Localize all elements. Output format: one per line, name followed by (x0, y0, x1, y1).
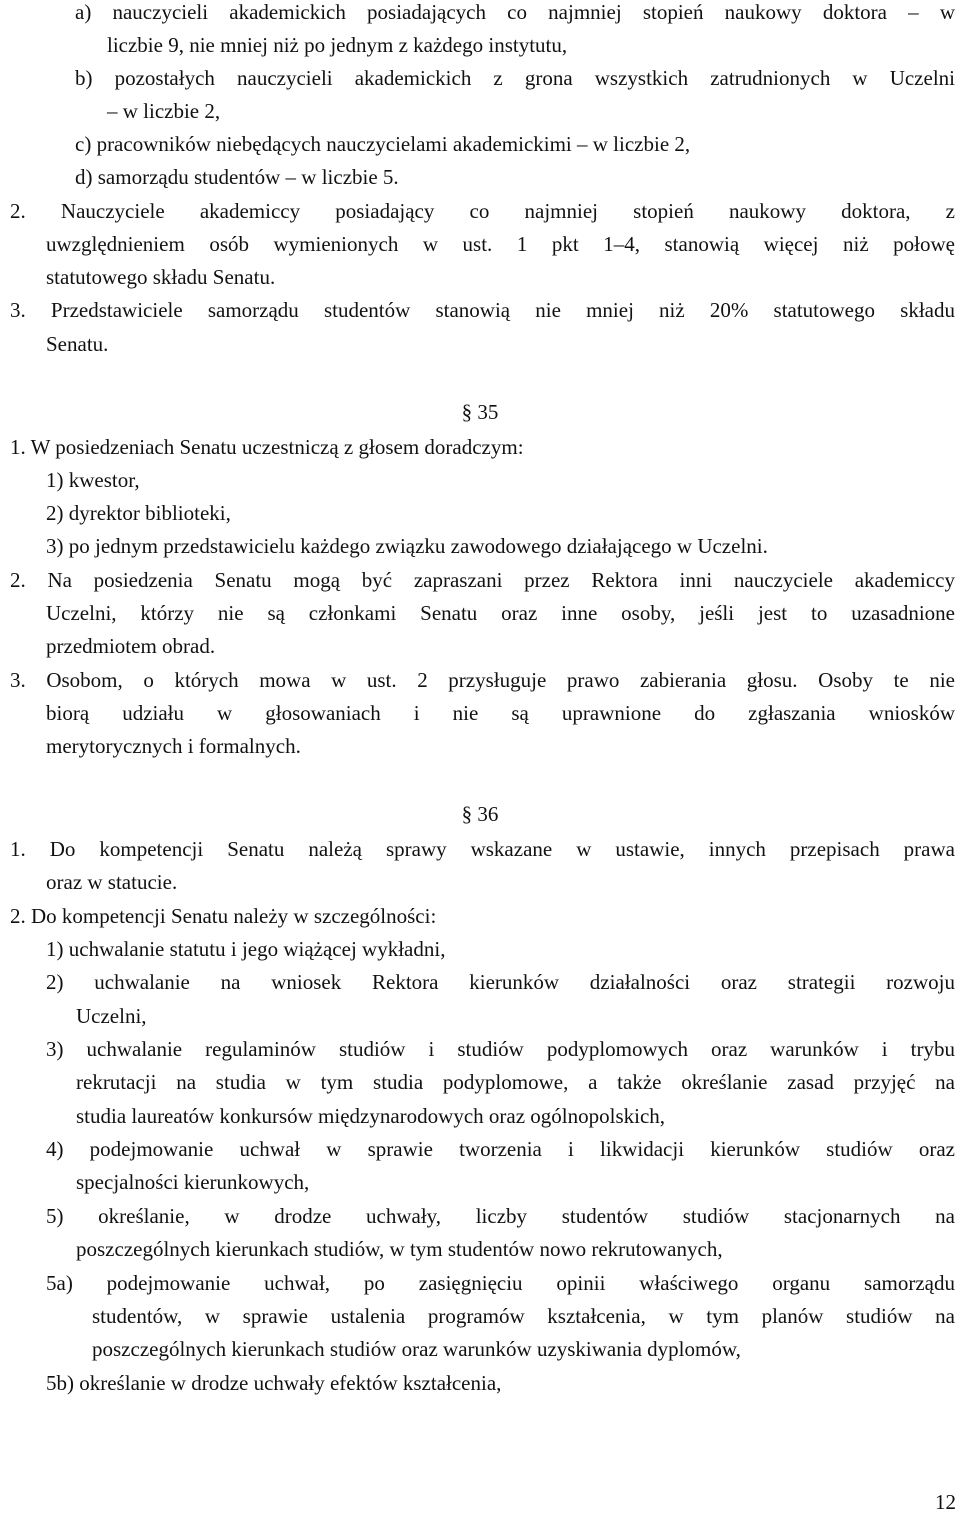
text-line: – w liczbie 2, (107, 99, 221, 123)
text-line: oraz w statucie. (46, 870, 178, 894)
text-line: 1. Do kompetencji Senatu należą sprawy wskazane w ustawie, innych przepisach prawa (10, 837, 955, 861)
text-line: 3. Przedstawiciele samorządu studentów stanowią nie mniej niż 20% statutowego składu (10, 298, 955, 322)
text-line: 2. Nauczyciele akademiccy posiadający co najmniej stopień naukowy doktora, z (10, 199, 955, 223)
text-line: Uczelni, którzy nie są członkami Senatu oraz inne osoby, jeśli jest to uzasadnione (46, 601, 955, 625)
text-line: 4) podejmowanie uchwał w sprawie tworzenia i likwidacji kierunków studiów oraz (46, 1137, 955, 1161)
text-line: przedmiotem obrad. (46, 634, 216, 658)
text-line: 3) po jednym przedstawicielu każdego związku zawodowego działającego w Uczelni. (46, 534, 768, 558)
text-line: 1. W posiedzeniach Senatu uczestniczą z głosem doradczym: (10, 435, 524, 459)
text-line: 1) kwestor, (46, 468, 140, 492)
text-line: merytorycznych i formalnych. (46, 734, 301, 758)
text-line: 5a) podejmowanie uchwał, po zasięgnięciu opinii właściwego organu samorządu (46, 1271, 955, 1295)
text-line: rekrutacji na studia w tym studia podyplomowe, a także określanie zasad przyjęć na (76, 1070, 955, 1094)
text-line: b) pozostałych nauczycieli akademickich z grona wszystkich zatrudnionych w Uczelni (75, 66, 955, 90)
text-line: studia laureatów konkursów międzynarodowych oraz ogólnopolskich, (76, 1104, 666, 1128)
text-line: poszczególnych kierunkach studiów oraz warunków uzyskiwania dyplomów, (92, 1337, 741, 1361)
text-line: 2) dyrektor biblioteki, (46, 501, 231, 525)
text-line: d) samorządu studentów – w liczbie 5. (75, 165, 399, 189)
text-line: specjalności kierunkowych, (76, 1170, 310, 1194)
text-line: 5b) określanie w drodze uchwały efektów kształcenia, (46, 1371, 502, 1395)
text-line: c) pracowników niebędących nauczycielami akademickimi – w liczbie 2, (75, 132, 691, 156)
section-heading: § 36 (461, 802, 499, 826)
text-line: 2) uchwalanie na wniosek Rektora kierunków działalności oraz strategii rozwoju (46, 970, 955, 994)
text-line: a) nauczycieli akademickich posiadających co najmniej stopień naukowy doktora – w (75, 0, 955, 24)
text-line: uwzględnieniem osób wymienionych w ust. 1 pkt 1–4, stanowią więcej niż połowę (46, 232, 955, 256)
section-heading: § 35 (461, 400, 499, 424)
text-line: 3) uchwalanie regulaminów studiów i studiów podyplomowych oraz warunków i trybu (46, 1037, 955, 1061)
text-line: 5) określanie, w drodze uchwały, liczby studentów studiów stacjonarnych na (46, 1204, 955, 1228)
text-line: Uczelni, (76, 1004, 147, 1028)
text-line: 2. Do kompetencji Senatu należy w szczególności: (10, 904, 437, 928)
text-line: 3. Osobom, o których mowa w ust. 2 przysługuje prawo zabierania głosu. Osoby te nie (10, 668, 955, 692)
text-line: liczbie 9, nie mniej niż po jednym z każdego instytutu, (107, 33, 568, 57)
page-number: 12 (935, 1490, 956, 1514)
text-line: 1) uchwalanie statutu i jego wiążącej wykładni, (46, 937, 446, 961)
text-line: statutowego składu Senatu. (46, 265, 276, 289)
text-line: biorą udziału w głosowaniach i nie są uprawnione do zgłaszania wniosków (46, 701, 955, 725)
text-line: 2. Na posiedzenia Senatu mogą być zapraszani przez Rektora inni nauczyciele akademiccy (10, 568, 955, 592)
text-line: poszczególnych kierunkach studiów, w tym studentów nowo rekrutowanych, (76, 1237, 723, 1261)
text-line: studentów, w sprawie ustalenia programów kształcenia, w tym planów studiów na (92, 1304, 955, 1328)
text-line: Senatu. (46, 332, 109, 356)
